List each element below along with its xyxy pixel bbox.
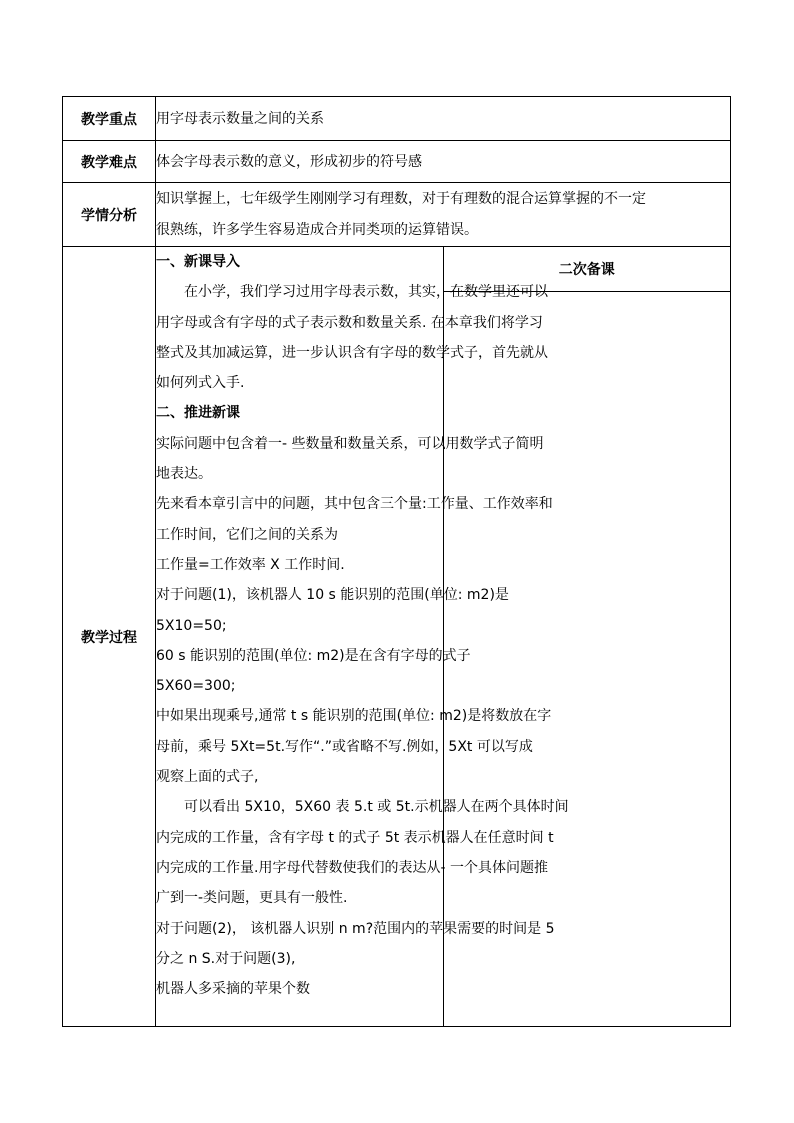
process-line: 工作时间，它们之间的关系为 bbox=[156, 526, 338, 543]
process-line: 观察上面的式子, bbox=[156, 769, 259, 786]
process-line: 内完成的工作量.用字母代替数使我们的表达从- 一个具体问题推 bbox=[156, 859, 548, 876]
process-line: 整式及其加减运算，进一步认识含有字母的数学式子，首先就从 bbox=[156, 344, 548, 361]
row-process bbox=[63, 247, 731, 1027]
key-points-text: 用字母表示数量之间的关系 bbox=[156, 97, 731, 141]
process-line: 5X10=50; bbox=[156, 617, 227, 634]
process-line: 工作量=工作效率 X 工作时间. bbox=[156, 556, 345, 573]
second-prep-column bbox=[443, 247, 731, 1027]
analysis-line: 很熟练，许多学生容易造成合并同类项的运算错误。 bbox=[156, 221, 478, 238]
process-line: 中如果出现乘号,通常 t s 能识别的范围(单位: m2)是将数放在字 bbox=[156, 708, 552, 725]
lesson-plan-sheet bbox=[62, 96, 731, 1025]
process-line: 在小学，我们学习过用字母表示数，其实，在数学里还可以 bbox=[184, 284, 548, 301]
process-line: 5X60=300; bbox=[156, 678, 236, 695]
process-label: 教学过程 bbox=[63, 247, 156, 1027]
process-line: 广到一-类问题，更具有一般性. bbox=[156, 890, 348, 907]
row-key-points bbox=[63, 97, 731, 141]
section-heading: 一、新课导入 bbox=[156, 254, 240, 270]
process-line: 用字母或含有字母的式子表示数和数量关系. 在本章我们将学习 bbox=[156, 314, 543, 331]
section-heading: 二、推进新课 bbox=[156, 405, 240, 422]
process-line: 母前，乘号 5Xt=5t.写作“.”或省略不写.例如，5Xt 可以写成 bbox=[156, 738, 533, 755]
process-line: 内完成的工作量，含有字母 t 的式子 5t 表示机器人在任意时间 t bbox=[156, 829, 554, 846]
second-prep-title: 二次备课 bbox=[444, 247, 731, 292]
difficulties-text: 体会字母表示数的意义，形成初步的符号感 bbox=[156, 141, 731, 183]
process-line: 机器人多采摘的苹果个数 bbox=[156, 981, 310, 998]
process-line: 可以看出 5X10，5X60 表 5.t 或 5t.示机器人在两个具体时间 bbox=[184, 799, 569, 816]
process-line: 对于问题(2)， 该机器人识别 n m?范围内的苹果需要的时间是 5 bbox=[156, 920, 555, 937]
process-line: 60 s 能识别的范围(单位: m2)是在含有字母的式子 bbox=[156, 647, 471, 664]
process-line: 实际问题中包含着一- 些数量和数量关系，可以用数学式子简明 bbox=[156, 435, 544, 452]
process-body bbox=[156, 247, 569, 1027]
row-analysis bbox=[63, 183, 731, 247]
process-line: 地表达。 bbox=[156, 466, 212, 483]
process-line: 如何列式入手. bbox=[156, 375, 245, 392]
process-line: 分之 n S.对于问题(3), bbox=[156, 950, 296, 967]
key-points-label: 教学重点 bbox=[63, 97, 156, 141]
process-line: 对于问题(1)，该机器人 10 s 能识别的范围(单位: m2)是 bbox=[156, 587, 509, 604]
analysis-label: 学情分析 bbox=[63, 183, 156, 247]
process-line: 先来看本章引言中的问题，其中包含三个量:工作量、工作效率和 bbox=[156, 496, 553, 513]
lesson-plan-table bbox=[62, 96, 731, 1027]
difficulties-label: 教学难点 bbox=[63, 141, 156, 183]
analysis-line: 知识掌握上，七年级学生刚刚学习有理数，对于有理数的混合运算掌握的不一定 bbox=[156, 191, 646, 208]
row-difficulties bbox=[63, 141, 731, 183]
analysis-text bbox=[156, 183, 731, 247]
